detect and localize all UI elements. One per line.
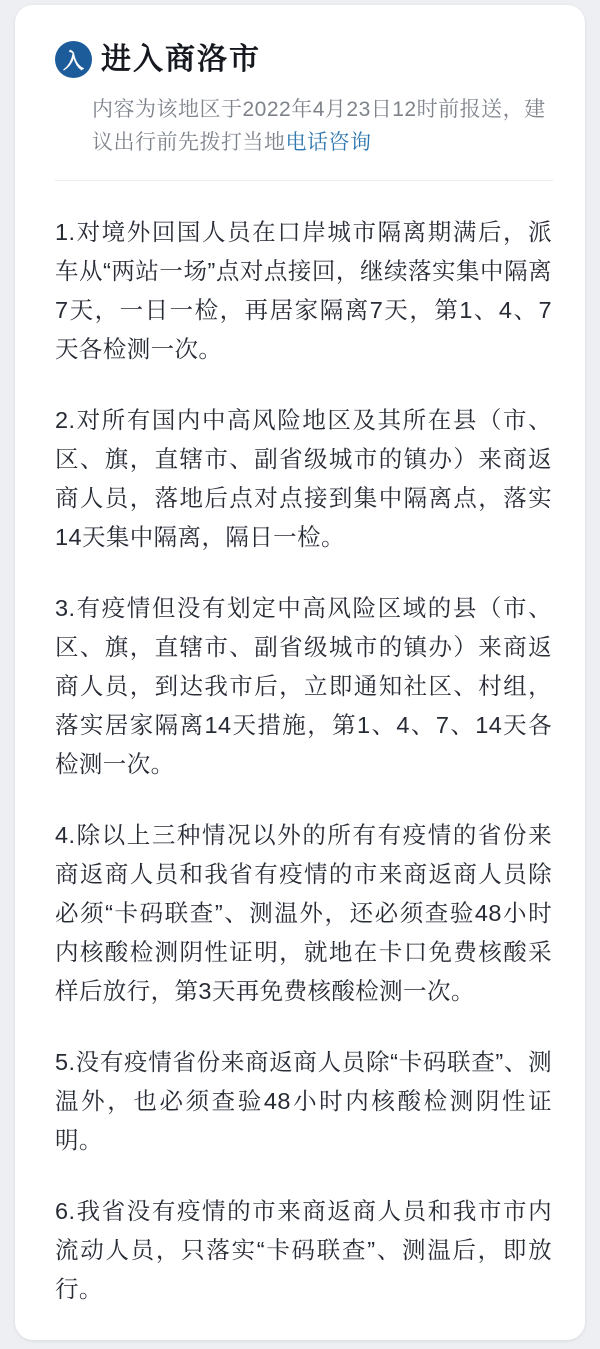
policy-item-6: 6.我省没有疫情的市来商返商人员和我市市内流动人员，只落实“卡码联查”、测温后，即放行。 [55, 1198, 552, 1302]
report-note [92, 93, 560, 159]
policy-item-3: 3.有疫情但没有划定中高风险区域的县（市、区、旗，直辖市、副省级城市的镇办）来商返商人员，到达我市后，立即通知社区、村组，落实居家隔离14天措施，第1、4、7、14天各检测一次。 [55, 595, 552, 777]
report-note-text: 内容为该地区于2022年4月23日12时前报送，建议出行前先拨打当地 [92, 98, 546, 154]
policy-item-2: 2.对所有国内中高风险地区及其所在县（市、区、旗，直辖市、副省级城市的镇办）来商返商人员，落地后点对点接到集中隔离点，落实14天集中隔离，隔日一检。 [55, 407, 552, 550]
policy-list [55, 213, 551, 1309]
phone-consult-link[interactable]: 电话咨询 [285, 131, 372, 154]
page-title: 进入商洛市 [101, 43, 261, 76]
enter-icon-glyph: 入 [63, 49, 84, 73]
enter-circle-icon [55, 41, 92, 78]
entry-policy-card [15, 5, 585, 1340]
policy-item-1: 1.对境外回国人员在口岸城市隔离期满后，派车从“两站一场”点对点接回，继续落实集中隔离7天，一日一检，再居家隔离7天，第1、4、7天各检测一次。 [55, 219, 552, 362]
policy-item-4: 4.除以上三种情况以外的所有有疫情的省份来商返商人员和我省有疫情的市来商返商人员除必须“卡码联查”、测温外，还必须查验48小时内核酸检测阴性证明，就地在卡口免费核酸采样后放行，第3天再免费核酸检测一次。 [55, 822, 552, 1004]
card-header [55, 41, 551, 78]
divider [55, 180, 553, 181]
policy-item-5: 5.没有疫情省份来商返商人员除“卡码联查”、测温外，也必须查验48小时内核酸检测阴性证明。 [55, 1049, 552, 1153]
